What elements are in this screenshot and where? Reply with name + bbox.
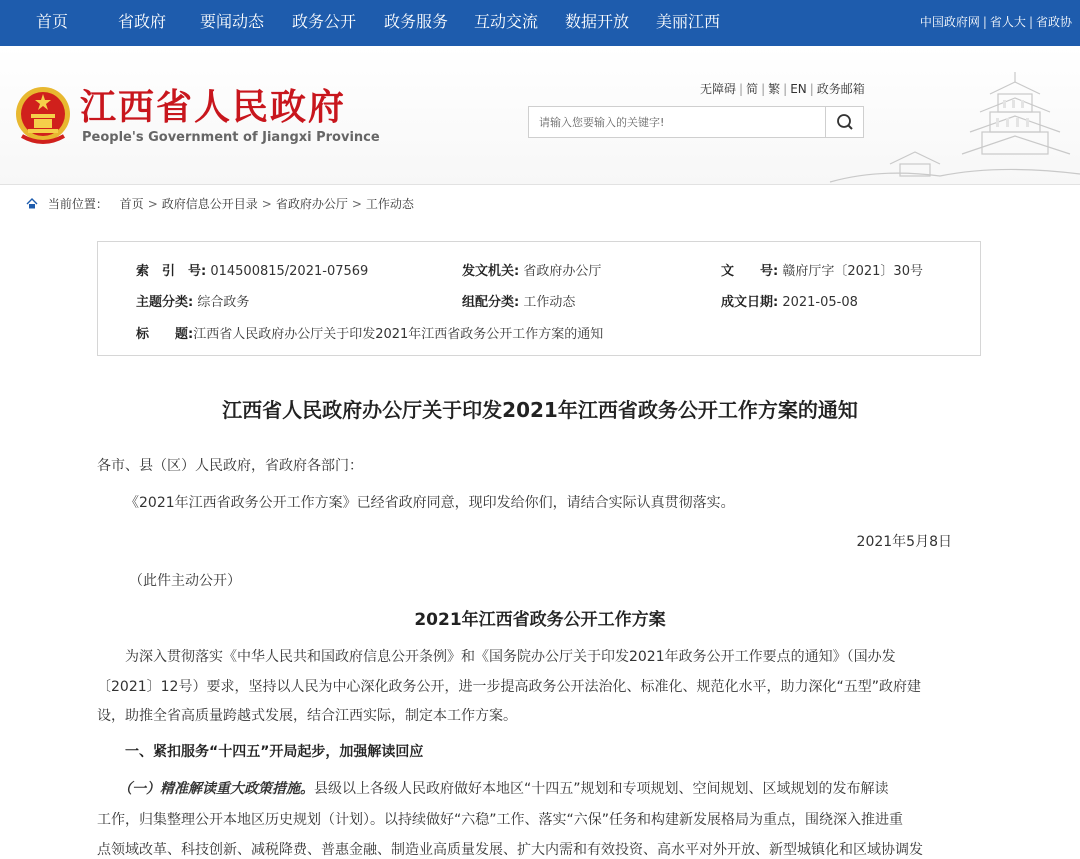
site-subtitle: People's Government of Jiangxi Province bbox=[82, 130, 380, 145]
plan-title: 2021年江西省政务公开工作方案 bbox=[414, 610, 666, 630]
info-issuer bbox=[462, 260, 601, 279]
nav-item-open-data[interactable]: 数据开放 bbox=[565, 12, 630, 31]
item1-title: （一）精准解读重大政策措施。 bbox=[97, 781, 314, 797]
item1-line: 工作，归集整理公开本地区历史规划（计划）。以持续做好“六稳”工作、落实“六保”任务和构建新发展格局为重点，围绕深入推进重 bbox=[97, 812, 904, 828]
info-topic-label: 主题分类: bbox=[136, 295, 194, 310]
info-category bbox=[462, 291, 575, 310]
breadcrumb-work-news[interactable]: 工作动态 bbox=[365, 197, 414, 211]
link-provincial-npc[interactable]: 省人大 bbox=[989, 15, 1026, 29]
site-title[interactable]: 江西省人民政府 bbox=[80, 86, 347, 128]
breadcrumb: 当前位置： 首页 > 政府信息公开目录 > 省政府办公厅 > 工作动态 bbox=[26, 195, 414, 212]
info-index-label: 索 引 号: bbox=[136, 264, 207, 279]
article-salutation: 各市、县（区）人民政府，省政府各部门： bbox=[97, 458, 363, 474]
section-heading-1: 一、紧扣服务“十四五”开局起步，加强解读回应 bbox=[97, 744, 424, 760]
breadcrumb-home[interactable]: 首页 bbox=[119, 197, 144, 211]
info-category-label: 组配分类: bbox=[462, 295, 520, 310]
article-title: 江西省人民政府办公厅关于印发2021年江西省政务公开工作方案的通知 bbox=[222, 398, 858, 422]
article-date: 2021年5月8日 bbox=[856, 534, 952, 550]
nav-item-province-gov[interactable]: 省政府 bbox=[118, 12, 167, 31]
search-input[interactable] bbox=[529, 107, 825, 137]
top-navigation bbox=[0, 0, 1080, 46]
link-gov-mail[interactable]: 政务邮箱 bbox=[816, 82, 865, 96]
info-docno-value: 赣府厅字〔2021〕30号 bbox=[782, 264, 923, 279]
info-category-value: 工作动态 bbox=[523, 295, 576, 310]
item1-text: 县级以上各级人民政府做好本地区“十四五”规划和专项规划、空间规划、区域规划的发布解读 bbox=[314, 781, 889, 797]
pavilion-illustration bbox=[820, 64, 1080, 184]
top-external-links: 中国政府网 | 省人大 | 省政协 bbox=[919, 15, 1072, 29]
info-date-value: 2021-05-08 bbox=[782, 295, 858, 310]
site-header bbox=[0, 46, 1080, 185]
para1-line: 〔2021〕12号）要求，坚持以人民为中心深化政务公开，进一步提高政务公开法治化、标准化、规范化水平，助力深化“五型”政府建 bbox=[97, 679, 921, 695]
info-issuer-label: 发文机关: bbox=[462, 264, 520, 279]
para1-line: 设，助推全省高质量跨越式发展，结合江西实际，制定本工作方案。 bbox=[97, 708, 517, 724]
info-index bbox=[136, 260, 368, 279]
nav-item-services[interactable]: 政务服务 bbox=[384, 12, 449, 31]
info-title bbox=[136, 323, 603, 342]
article-intro: 《2021年江西省政务公开工作方案》已经省政府同意，现印发给你们，请结合实际认真贯彻落实。 bbox=[125, 495, 735, 511]
nav-item-home[interactable]: 首页 bbox=[36, 12, 69, 31]
breadcrumb-label: 当前位置： bbox=[47, 197, 108, 211]
info-title-label: 标 题: bbox=[136, 327, 194, 342]
info-topic-value: 综合政务 bbox=[197, 295, 250, 310]
info-date-label: 成文日期: bbox=[721, 295, 779, 310]
nav-item-news[interactable]: 要闻动态 bbox=[200, 12, 265, 31]
item1-line: 点领域改革、科技创新、减税降费、普惠金融、制造业高质量发展、扩大内需和有效投资、高水平对外开放、新型城镇化和区域协调发 bbox=[97, 842, 923, 858]
info-topic bbox=[136, 291, 249, 310]
link-english[interactable]: EN bbox=[790, 82, 807, 96]
nav-item-interaction[interactable]: 互动交流 bbox=[474, 12, 539, 31]
link-provincial-cppcc[interactable]: 省政协 bbox=[1035, 15, 1072, 29]
link-simplified[interactable]: 简 bbox=[746, 82, 759, 96]
info-title-value: 江西省人民政府办公厅关于印发2021年江西省政务公开工作方案的通知 bbox=[193, 327, 604, 342]
para1-line: 为深入贯彻落实《中华人民共和国政府信息公开条例》和《国务院办公厅关于印发2021年政务公开工作要点的通知》（国办发 bbox=[97, 649, 896, 665]
link-accessibility[interactable]: 无障碍 bbox=[700, 82, 737, 96]
search-box bbox=[528, 106, 864, 138]
document-info-box bbox=[97, 241, 981, 356]
breadcrumb-general-office[interactable]: 省政府办公厅 bbox=[275, 197, 348, 211]
nav-item-beautiful-jiangxi[interactable]: 美丽江西 bbox=[656, 12, 721, 31]
link-china-gov[interactable]: 中国政府网 bbox=[919, 15, 980, 29]
info-issuer-value: 省政府办公厅 bbox=[523, 264, 602, 279]
item1-line bbox=[97, 778, 889, 798]
national-emblem-logo bbox=[14, 84, 72, 146]
info-docno bbox=[721, 260, 923, 279]
utility-links: 无障碍 | 简 | 繁 | EN | 政务邮箱 bbox=[700, 82, 865, 96]
home-icon bbox=[26, 198, 38, 209]
info-docno-label: 文 号: bbox=[721, 264, 779, 279]
info-date bbox=[721, 291, 858, 310]
nav-item-gov-affairs[interactable]: 政务公开 bbox=[292, 12, 357, 31]
breadcrumb-info-catalog[interactable]: 政府信息公开目录 bbox=[161, 197, 258, 211]
info-index-value: 014500815/2021-07569 bbox=[210, 264, 369, 279]
link-traditional[interactable]: 繁 bbox=[768, 82, 781, 96]
article-public-note: （此件主动公开） bbox=[129, 573, 241, 589]
